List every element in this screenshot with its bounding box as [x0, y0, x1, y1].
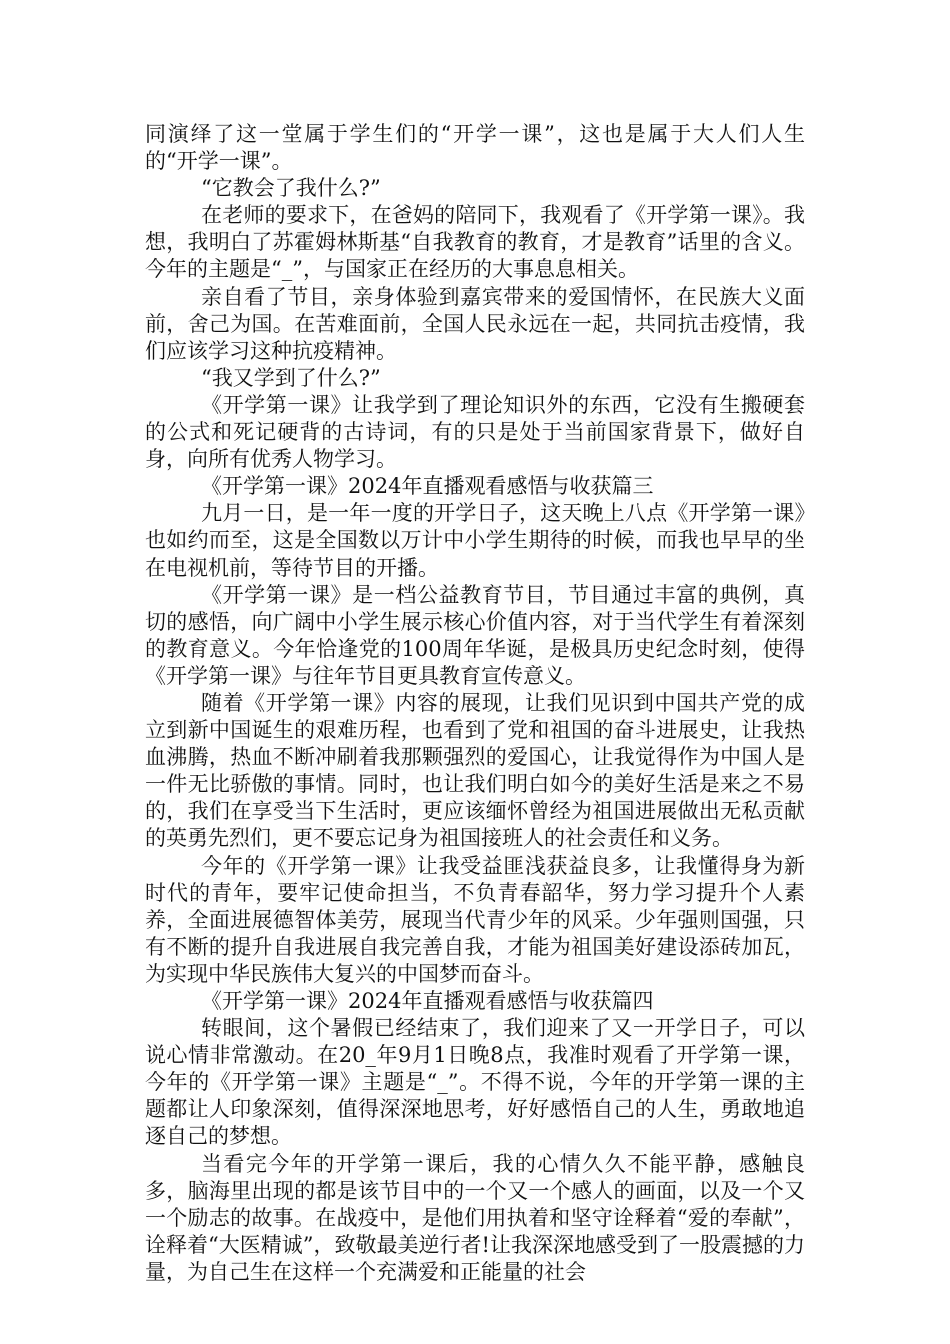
paragraph: 当看完今年的开学第一课后，我的心情久久不能平静，感触良多，脑海里出现的都是该节目中的一个又一个感人的画面，以及一个又一个励志的故事。在战疫中，是他们用执着和坚守诠释着“爱的奉献”，诠释着“大医精诚”，致敬最美逆行者!让我深深地感受到了一股震撼的力量，为自己生在这样一个充满爱和正能量的社会: [145, 1151, 805, 1284]
document-body: [145, 121, 805, 1286]
paragraph: 转眼间，这个暑假已经结束了，我们迎来了又一开学日子，可以说心情非常激动。在20_年9月1日晚8点，我准时观看了开学第一课，今年的《开学第一课》主题是“_”。不得不说，今年的开学第一课的主题都让人印象深刻，值得深深地思考，好好感悟自己的人生，勇敢地追逐自己的梦想。: [145, 1016, 805, 1149]
paragraph: “我又学到了什么?”: [201, 365, 381, 390]
paragraph: 《开学第一课》让我学到了理论知识外的东西，它没有生搬硬套的公式和死记硬背的古诗词，有的只是处于当前国家背景下，做好自身，向所有优秀人物学习。: [145, 392, 805, 472]
paragraph: 今年的《开学第一课》让我受益匪浅获益良多，让我懂得身为新时代的青年，要牢记使命担当，不负青春韶华，努力学习提升个人素养，全面进展德智体美劳，展现当代青少年的风采。少年强则国强，只有不断的提升自我进展自我完善自我，才能为祖国美好建设添砖加瓦，为实现中华民族伟大复兴的中国梦而奋斗。: [145, 853, 805, 986]
paragraph: 随着《开学第一课》内容的展现，让我们见识到中国共产党的成立到新中国诞生的艰难历程，也看到了党和祖国的奋斗进展史，让我热血沸腾，热血不断冲刷着我那颗强烈的爱国心，让我觉得作为中国人是一件无比骄傲的事情。同时，也让我们明白如今的美好生活是来之不易的，我们在享受当下生活时，更应该缅怀曾经为祖国进展做出无私贡献的英勇先烈们，更不要忘记身为祖国接班人的社会责任和义务。: [145, 690, 805, 851]
paragraph: 《开学第一课》是一档公益教育节目，节目通过丰富的典例，真切的感悟，向广阔中小学生展示核心价值内容，对于当代学生有着深刻的教育意义。今年恰逢党的100周年华诞，是极具历史纪念时刻，使得《开学第一课》与往年节目更具教育宣传意义。: [145, 582, 805, 688]
paragraph: 同演绎了这一堂属于学生们的“开学一课”，这也是属于大人们人生的“开学一课”。: [145, 122, 805, 174]
section-heading: 《开学第一课》2024年直播观看感悟与收获篇三: [201, 474, 654, 499]
paragraph: 亲自看了节目，亲身体验到嘉宾带来的爱国情怀，在民族大义面前，舍己为国。在苦难面前，全国人民永远在一起，共同抗击疫情，我们应该学习这种抗疫精神。: [145, 284, 805, 363]
paragraph: “它教会了我什么?”: [201, 176, 381, 201]
paragraph: 在老师的要求下，在爸妈的陪同下，我观看了《开学第一课》。我想，我明白了苏霍姆林斯基“自我教育的教育，才是教育”话里的含义。今年的主题是“_”，与国家正在经历的大事息息相关。: [145, 203, 805, 282]
paragraph: 九月一日，是一年一度的开学日子，这天晚上八点《开学第一课》也如约而至，这是全国数以万计中小学生期待的时候，而我也早早的坐在电视机前，等待节目的开播。: [145, 501, 805, 580]
section-heading: 《开学第一课》2024年直播观看感悟与收获篇四: [201, 989, 654, 1013]
